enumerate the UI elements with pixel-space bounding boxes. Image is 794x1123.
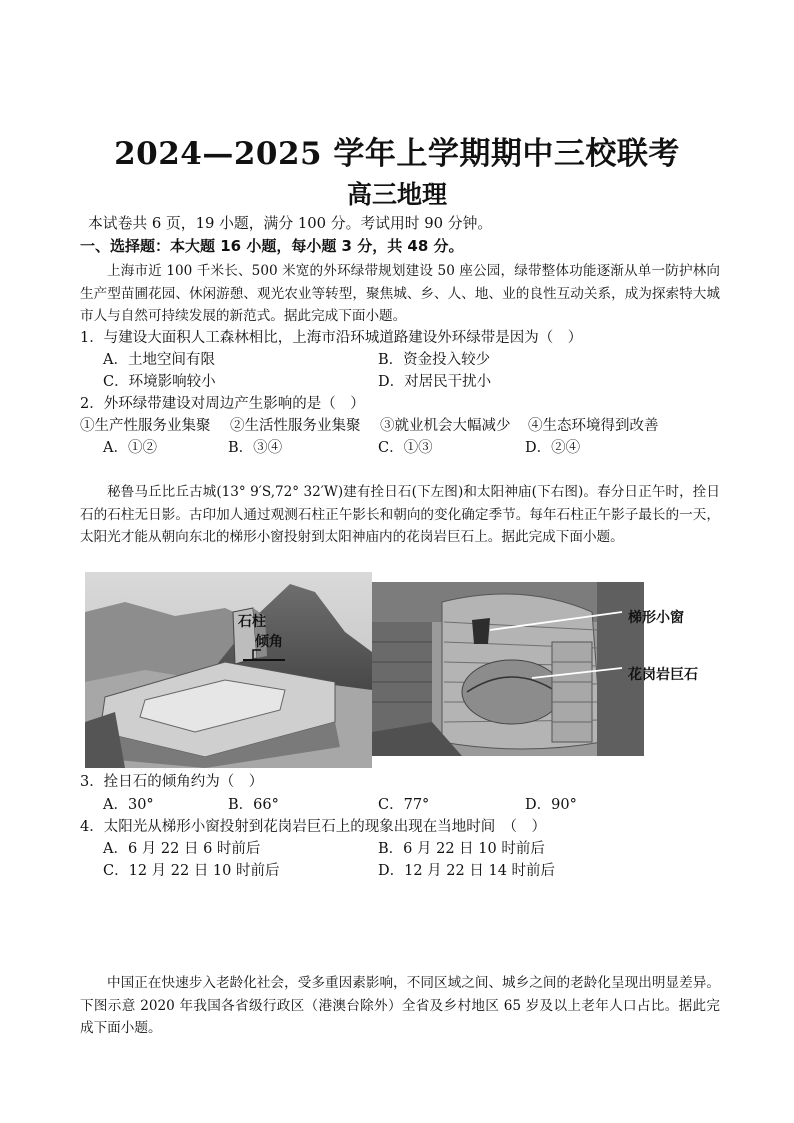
exam-info: 本试卷共 6 页，19 小题，满分 100 分。考试用时 90 分钟。 — [88, 215, 493, 232]
passage-2: 秘鲁马丘比丘古城(13° 9′S,72° 32′W)建有拴日石(下左图)和太阳神庙(下右图)。春分日正午时，拴日石的石柱无日影。古印加人通过观测石柱正午影长和朝向的变化确定季节。每年石柱正午影子最长的一天，太阳光才能从朝向东北的梯形小窗投射到太阳神庙内的花岗岩巨石上。据此完成下面小题。 — [80, 484, 720, 545]
question-2-statement-3: ③就业机会大幅减少 — [380, 418, 511, 434]
label-tilt-angle: 倾角 — [255, 634, 283, 650]
label-pillar: 石柱 — [238, 614, 266, 630]
question-1-option-a: A．土地空间有限 — [103, 352, 215, 368]
question-2-option-b: B．③④ — [228, 440, 283, 456]
question-4-option-d: D．12 月 22 日 14 时前后 — [378, 863, 556, 879]
question-1-option-c: C．环境影响较小 — [103, 374, 216, 390]
question-3-option-a: A．30° — [103, 797, 154, 813]
question-3-stem: 3．拴日石的倾角约为（ ） — [80, 774, 264, 790]
question-2-stem: 2．外环绿带建设对周边产生影响的是（ ） — [80, 396, 365, 412]
exam-subject: 高三地理 — [346, 180, 447, 209]
label-granite-rock: 花岗岩巨石 — [628, 667, 698, 683]
question-2-option-a: A．①② — [103, 440, 157, 456]
question-1-option-d: D．对居民干扰小 — [378, 374, 492, 390]
question-3-option-b: B．66° — [228, 797, 279, 813]
question-4-option-b: B．6 月 22 日 10 时前后 — [378, 841, 545, 857]
question-2-statement-1: ①生产性服务业集聚 — [80, 418, 211, 434]
question-2-statement-4: ④生态环境得到改善 — [528, 418, 659, 434]
intihuatana-photo — [85, 572, 372, 768]
question-2-option-c: C．①③ — [378, 440, 433, 456]
question-4-stem: 4．太阳光从梯形小窗投射到花岗岩巨石上的现象出现在当地时间 （ ） — [80, 819, 546, 835]
section-heading: 一、选择题：本大题 16 小题，每小题 3 分，共 48 分。 — [80, 237, 464, 255]
question-2-option-d: D．②④ — [525, 440, 581, 456]
exam-title: 2024—2025 学年上学期期中三校联考 — [114, 136, 680, 172]
question-3-option-c: C．77° — [378, 797, 430, 813]
question-3-option-d: D．90° — [525, 797, 577, 813]
question-4-option-a: A．6 月 22 日 6 时前后 — [103, 841, 261, 857]
passage-3: 中国正在快速步入老龄化社会，受多重因素影响，不同区域之间、城乡之间的老龄化呈现出明显差异。下图示意 2020 年我国各省级行政区（港澳台除外）全省及乡村地区 65 岁及以上老年人口占比。据此完成下面小题。 — [80, 975, 720, 1036]
question-2-statement-2: ②生活性服务业集聚 — [230, 418, 361, 434]
label-trapezoid-window: 梯形小窗 — [628, 610, 684, 626]
question-1-option-b: B．资金投入较少 — [378, 352, 491, 368]
sun-temple-photo — [372, 582, 644, 756]
question-1-stem: 1．与建设大面积人工森林相比，上海市沿环城道路建设外环绿带是因为（ ） — [80, 330, 583, 346]
passage-1: 上海市近 100 千米长、500 米宽的外环绿带规划建设 50 座公园，绿带整体功能逐渐从单一防护林向生产型苗圃花园、休闲游憩、观光农业等转型，聚焦城、乡、人、地、业的良性互动关系，成为探索特大城市人与自然可持续发展的新范式。据此完成下面小题。 — [80, 263, 720, 324]
question-4-option-c: C．12 月 22 日 10 时前后 — [103, 863, 280, 879]
